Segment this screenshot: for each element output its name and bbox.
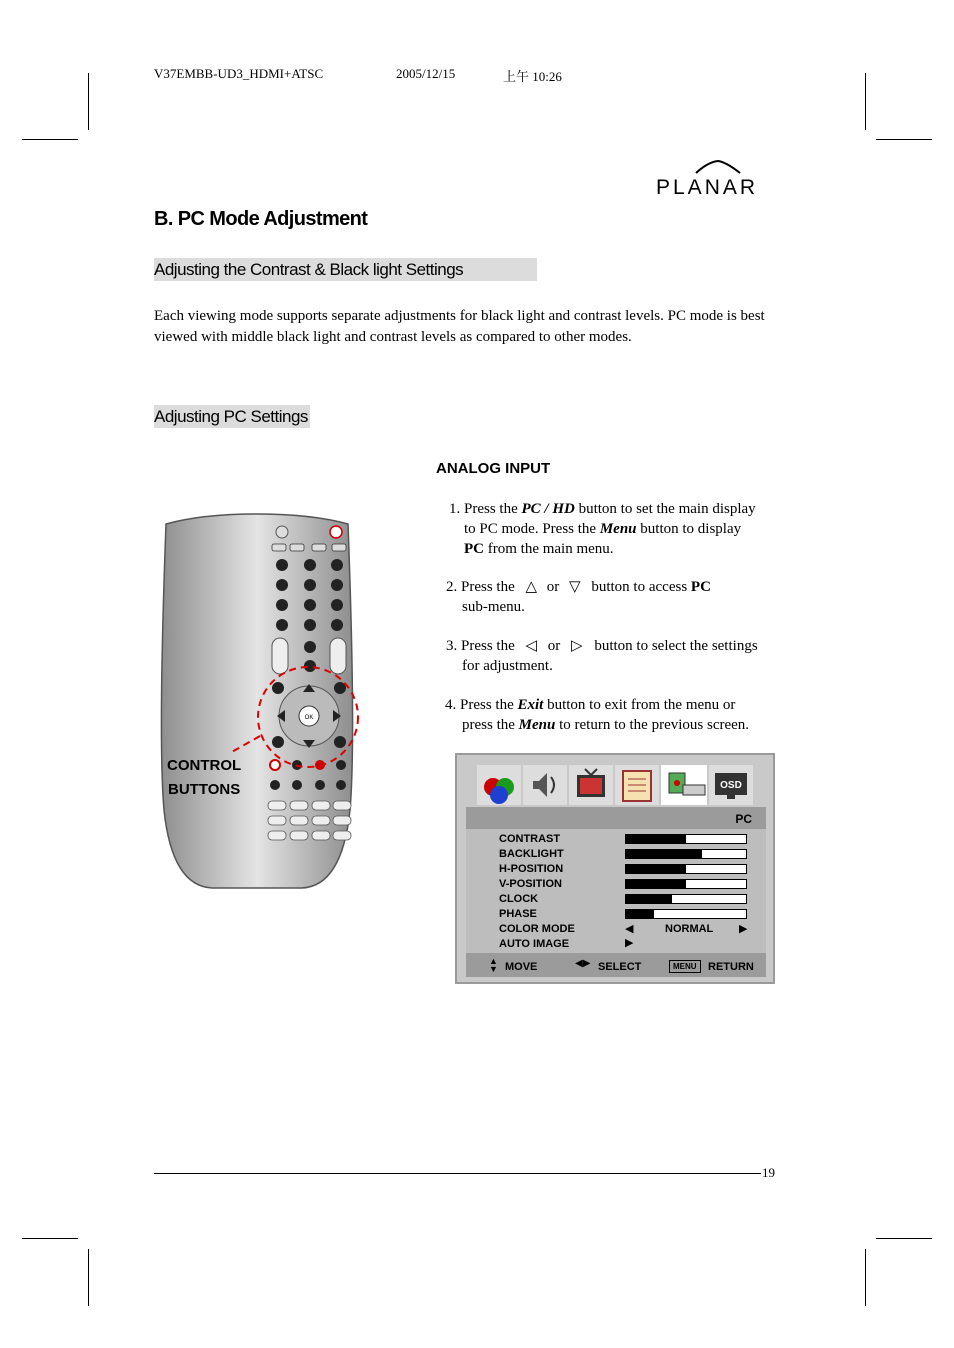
crop-mark [865,1249,866,1306]
down-arrow-icon: ▽ [569,578,581,595]
osd-slider-bar [625,864,747,874]
osd-slider-fill [626,850,702,858]
osd-slider-bar [625,894,747,904]
osd-row-label: COLOR MODE [499,923,575,935]
footer-select: SELECT [598,961,642,973]
step-3: 3. Press the ◁ or ▷ button to select the settings for adjustment. [446,637,758,674]
crop-mark [876,1238,932,1239]
osd-tab-label: PC [735,812,752,826]
section-heading-contrast: Adjusting the Contrast & Black light Settings [154,258,537,281]
doc-time: 上午 10:26 [503,69,562,84]
section-heading-pc-settings: Adjusting PC Settings [154,407,308,426]
remote-control-illustration [160,510,370,892]
crop-mark [876,139,932,140]
osd-icon-label: OSD [720,780,742,791]
osd-slider-bar [625,879,747,889]
osd-icon [709,765,753,805]
tv-icon [569,765,613,805]
left-arrow-icon: ◁ [525,637,538,654]
footer-rule [154,1173,761,1174]
osd-row-label: H-POSITION [499,863,564,875]
select-arrows-icon: ◀▶ [575,958,591,969]
ok-button-label: OK [304,715,314,721]
crop-mark [865,73,866,130]
footer-move: MOVE [505,961,538,973]
analog-input-heading: ANALOG INPUT [436,460,551,477]
osd-slider-fill [626,910,654,918]
doc-date: 2005/12/15 [396,66,456,81]
osd-row-label: BACKLIGHT [499,848,564,860]
callout-buttons: BUTTONS [168,781,241,798]
crop-mark [88,73,89,130]
osd-row-label: PHASE [499,908,537,920]
menu-key-icon: MENU [669,960,701,973]
crop-mark [22,139,78,140]
osd-slider-bar [625,849,747,859]
step-1: 1. Press the PC / HD button to set the main display to PC mode. Press the Menu button to display PC from the main menu. [449,501,756,557]
osd-slider-bar [625,834,747,844]
color-mode-value: NORMAL [665,923,714,935]
up-arrow-icon: △ [525,578,538,595]
auto-image-arrow-icon: ▶ [625,937,634,949]
color-icon [477,765,521,805]
page-number: 19 [762,1165,775,1180]
callout-control: CONTROL [167,757,242,774]
move-arrows-icon: ▲ ▼ [489,956,498,974]
step-4: 4. Press the Exit button to exit from the menu or press the Menu to return to the previous screen. [445,697,750,733]
section-body: Each viewing mode supports separate adjustments for black light and contrast levels. PC mode is best viewed with middle black light and contrast levels as compared to other modes. [154,308,765,345]
right-arrow-icon: ▷ [571,637,583,654]
logo-text: PLANAR [656,176,759,199]
color-mode-left-arrow-icon: ◀ [625,923,634,935]
osd-slider-fill [626,865,686,873]
osd-slider-bar [625,909,747,919]
osd-row-label: AUTO IMAGE [499,938,570,950]
setup-icon [615,765,659,805]
crop-mark [22,1238,78,1239]
planar-logo [656,160,778,200]
osd-slider-fill [626,895,672,903]
doc-id: V37EMBB-UD3_HDMI+ATSC [154,66,324,81]
osd-slider-fill [626,835,686,843]
step-2: 2. Press the △ or ▽ button to access PC sub-menu. [446,578,711,615]
color-mode-right-arrow-icon: ▶ [739,923,748,935]
osd-row-label: CONTRAST [499,833,561,845]
osd-slider-fill [626,880,686,888]
footer-return: RETURN [708,961,754,973]
crop-mark [88,1249,89,1306]
audio-icon [523,765,567,805]
pc-icon [661,765,707,805]
osd-row-label: V-POSITION [499,878,562,890]
osd-row-label: CLOCK [499,893,539,905]
osd-tab-bar [466,807,766,829]
page-title: B. PC Mode Adjustment [154,208,368,230]
